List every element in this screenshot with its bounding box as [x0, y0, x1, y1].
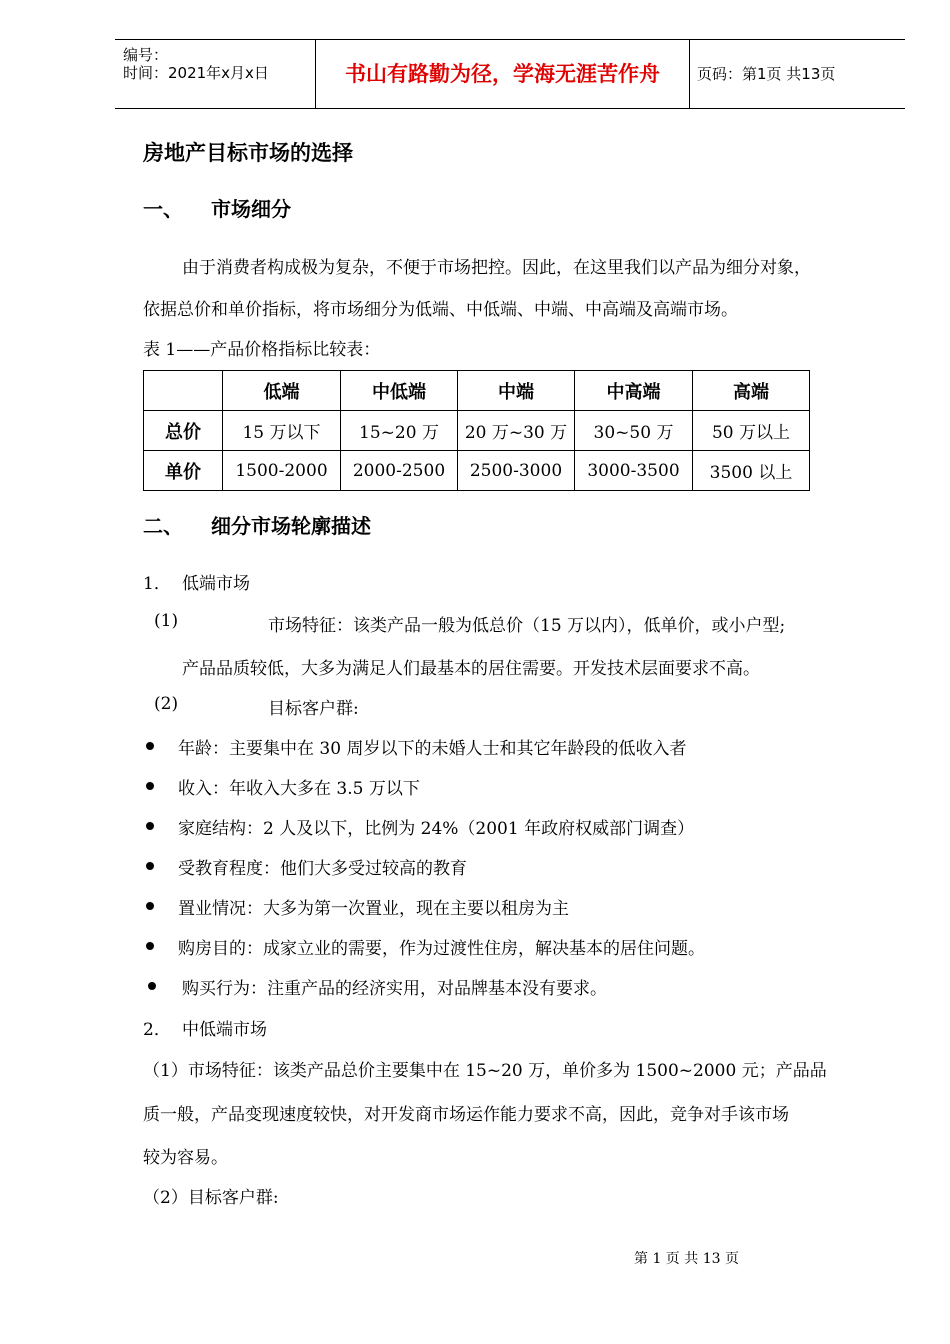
table-cell: 2000-2500: [341, 451, 458, 491]
time-label: 时间：2021年x月x日: [123, 64, 269, 82]
subsection-2-para-line-3: 较为容易。: [143, 1148, 228, 1168]
table-cell: 2500-3000: [458, 451, 575, 491]
bullet-icon: [146, 862, 154, 870]
paragraph-1-line-2: 依据总价和单价指标，将市场细分为低端、中低端、中端、中高端及高端市场。: [143, 300, 738, 320]
page-footer: 第 1 页 共 13 页: [634, 1251, 739, 1267]
bullet-item: 购房目的：成家立业的需要，作为过渡性住房，解决基本的居住问题。: [178, 939, 705, 959]
bullet-item: 年龄：主要集中在 30 周岁以下的未婚人士和其它年龄段的低收入者: [178, 739, 687, 759]
section-1-number: 一、: [143, 197, 183, 221]
table-cell: 1500-2000: [223, 451, 341, 491]
subsection-1-number: 1．: [143, 574, 171, 594]
item-1-continuation: 产品品质较低，大多为满足人们最基本的居住需要。开发技术层面要求不高。: [182, 659, 760, 679]
section-2-title: 细分市场轮廓描述: [211, 514, 371, 538]
header-page-label: 页码：第1页 共13页: [697, 65, 836, 83]
price-table: [143, 370, 810, 491]
table-header-row: [144, 371, 810, 411]
number-label: 编号：: [123, 46, 169, 64]
subsection-2-number: 2．: [143, 1020, 171, 1040]
subsection-2-title: 中低端市场: [182, 1020, 267, 1040]
bullet-icon: [148, 982, 156, 990]
item-1-text: 市场特征：该类产品一般为低总价（15 万以内），低单价，或小户型;: [268, 616, 786, 636]
table-cell: 3000-3500: [575, 451, 693, 491]
paragraph-1-line-1: 由于消费者构成极为复杂，不便于市场把控。因此，在这里我们以产品为细分对象，: [182, 258, 811, 278]
bullet-icon: [146, 942, 154, 950]
table-cell: 15 万以下: [223, 411, 341, 451]
table-cell: 30~50 万: [575, 411, 693, 451]
subsection-2-para-line-1: （1）市场特征：该类产品总价主要集中在 15~20 万，单价多为 1500~2000 元；产品品: [143, 1061, 827, 1081]
bullet-icon: [146, 902, 154, 910]
document-title: 房地产目标市场的选择: [143, 140, 353, 165]
table-cell: 50 万以上: [693, 411, 810, 451]
table-row-header: 总价: [144, 411, 223, 451]
item-1-number: (1): [154, 611, 179, 631]
bullet-icon: [146, 742, 154, 750]
subsection-2-para-line-2: 质一般，产品变现速度较快，对开发商市场运作能力要求不高，因此，竞争对手该市场: [143, 1105, 789, 1125]
header-motto: 书山有路勤为径，学海无涯苦作舟: [316, 40, 690, 108]
bullet-item: 受教育程度：他们大多受过较高的教育: [178, 859, 467, 879]
table-header-cell: 低端: [223, 371, 341, 411]
table-header-cell: [144, 371, 223, 411]
table-row: [144, 411, 810, 451]
table-header-cell: 高端: [693, 371, 810, 411]
table-cell: 20 万~30 万: [458, 411, 575, 451]
bullet-item: 家庭结构：2 人及以下，比例为 24%（2001 年政府权威部门调查）: [178, 819, 695, 839]
item-2-text: 目标客户群:: [268, 699, 359, 719]
section-2-number: 二、: [143, 514, 183, 538]
table-row: [144, 451, 810, 491]
bullet-icon: [146, 782, 154, 790]
item-2-number: (2): [154, 694, 179, 714]
bullet-item: 置业情况：大多为第一次置业，现在主要以租房为主: [178, 899, 569, 919]
bullet-icon: [146, 822, 154, 830]
bullet-item: 收入：年收入大多在 3.5 万以下: [178, 779, 420, 799]
table-row-header: 单价: [144, 451, 223, 491]
table-header-cell: 中高端: [575, 371, 693, 411]
table-cell: 3500 以上: [693, 451, 810, 491]
table-caption: 表 1——产品价格指标比较表：: [143, 340, 381, 360]
header-meta: [115, 40, 316, 108]
table-cell: 15~20 万: [341, 411, 458, 451]
page-header: [115, 39, 905, 109]
bullet-item: 购买行为：注重产品的经济实用，对品牌基本没有要求。: [182, 979, 607, 999]
subsection-2-item-2: （2）目标客户群:: [143, 1188, 279, 1208]
subsection-1-title: 低端市场: [182, 574, 250, 594]
section-1-title: 市场细分: [211, 197, 291, 221]
table-header-cell: 中端: [458, 371, 575, 411]
table-header-cell: 中低端: [341, 371, 458, 411]
